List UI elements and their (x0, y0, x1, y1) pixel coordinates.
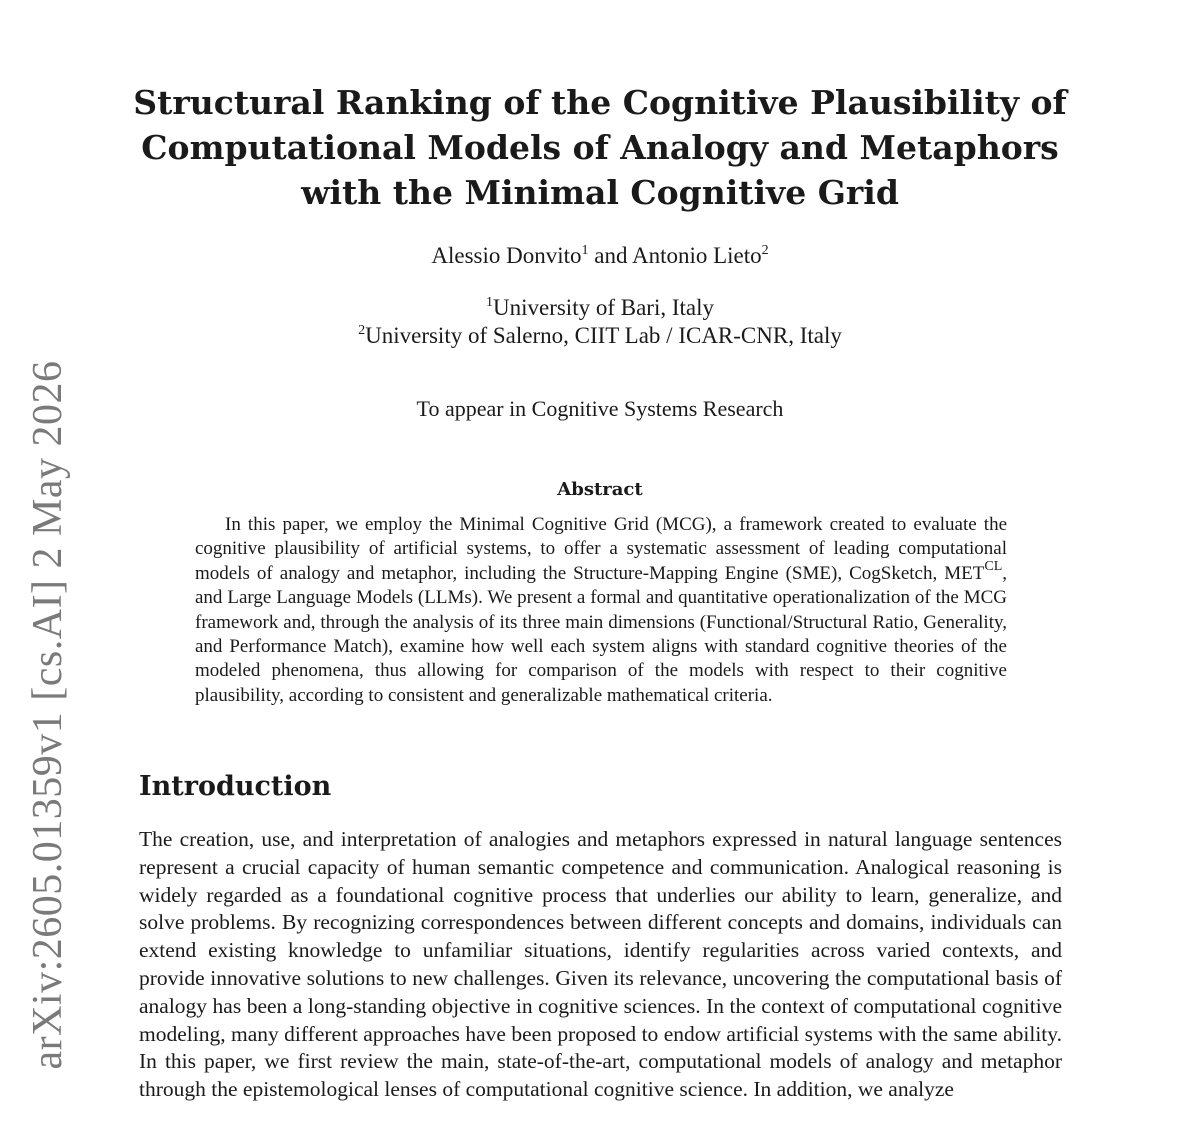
affiliation-mark: 2 (761, 243, 769, 258)
venue-note: To appear in Cognitive Systems Research (416, 396, 784, 421)
affiliation-mark: 2 (358, 323, 366, 338)
author-name: Antonio Lieto (631, 243, 762, 268)
abstract-text-part: , and Large Language Models (LLMs). We present a formal and quantitative operationalization of the MCG framework and, through the analysis of its three main dimensions (Functional/Structural Ratio, Generality, and Performance Match), examine how well each system aligns with standard cognitive theories of the modeled phenomena, thus allowing for comparison of the models with respect to their cognitive plausibility, according to consistent and generalizable mathematical criteria. (195, 562, 1007, 706)
abstract-text (195, 513, 1007, 708)
arxiv-identifier-stamp: arXiv:2605.01359v1 [cs.AI] 2 May 2026 (25, 360, 71, 1070)
paper-title (100, 80, 1100, 215)
author-name: Alessio Donvito (431, 243, 582, 268)
introduction-text: The creation, use, and interpretation of analogies and metaphors expressed in natural language sentences represent a crucial capacity of human semantic competence and communication. Analogical reasoning is widely regarded as a foundational cognitive process that underlies our ability to learn, generalize, and solve problems. By recognizing correspondences between different concepts and domains, individuals can extend existing knowledge to unfamiliar situations, identify regularities across varied contexts, and provide innovative solutions to new challenges. Given its relevance, uncovering the computational basis of analogy has been a long-standing objective in cognitive sciences. In the context of computational cognitive modeling, many different approaches have been proposed to endow artificial systems with the same ability. In this paper, we first review the main, state-of-the-art, computational models of analogy and metaphor through the epistemological lenses of computational cognitive science. In addition, we analyze (139, 827, 1062, 1102)
affiliation-mark: 1 (581, 243, 589, 258)
affiliation-text: University of Salerno, CIIT Lab / ICAR-CNR, Italy (365, 323, 842, 348)
abstract-text-part: In this paper, we employ the Minimal Cognitive Grid (MCG), a framework created to evaluate the cognitive plausibility of artificial systems, to offer a systematic assessment of leading computational models of analogy and metaphor, including the Structure-Mapping Engine (SME), CogSketch, MET (195, 514, 1007, 584)
affiliation-line (100, 322, 1100, 350)
abstract-heading: Abstract (557, 479, 643, 500)
author-list (100, 241, 1100, 271)
title-line-2: Computational Models of Analogy and Metaphors (141, 128, 1059, 167)
section-heading-introduction: Introduction (139, 771, 332, 802)
affiliation-line (100, 294, 1100, 322)
affiliation-list (100, 294, 1100, 350)
abstract-superscript: CL (984, 558, 1003, 574)
title-line-1: Structural Ranking of the Cognitive Plausibility of (133, 83, 1067, 122)
affiliation-text: University of Bari, Italy (492, 295, 714, 320)
title-line-3: with the Minimal Cognitive Grid (301, 173, 899, 212)
affiliation-mark: 1 (485, 295, 493, 310)
author-connector: and (588, 243, 632, 268)
